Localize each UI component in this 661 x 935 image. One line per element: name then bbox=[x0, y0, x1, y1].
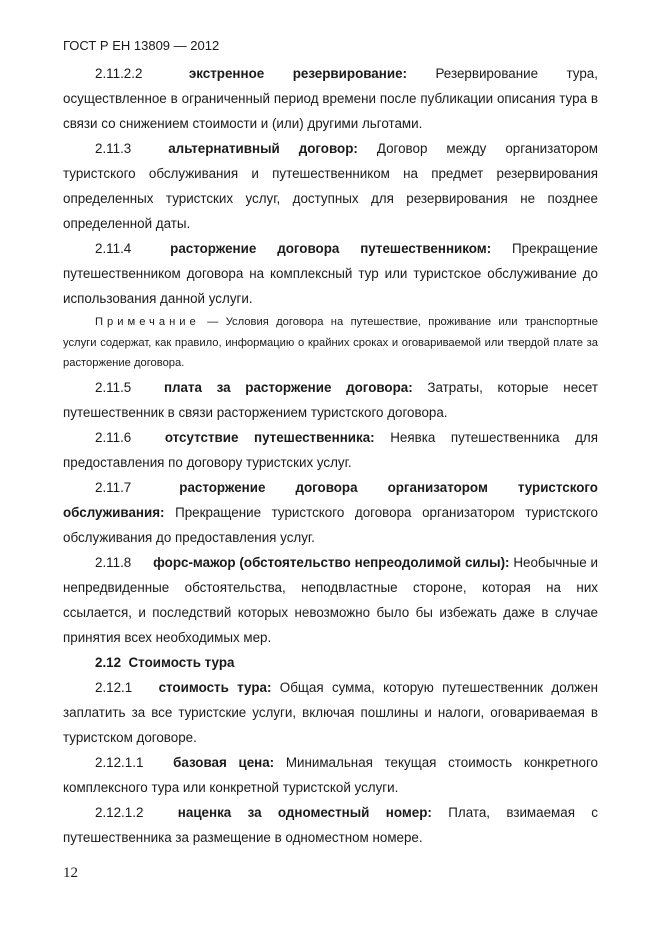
definition-text: Прекращение путешественником договора на комплексный тур или туристское обслуживание до использования данной услуги. bbox=[63, 241, 598, 306]
note-text: — Условия договора на путешествие, проживание или транспортные услуги содержат, как правило, информацию о крайних сроках и оговариваемой или твердой плате за расторжение договора. bbox=[63, 316, 598, 369]
clause-number: 2.11.3 bbox=[95, 141, 132, 156]
definition-paragraph bbox=[63, 550, 598, 650]
clause-number: 2.11.4 bbox=[95, 241, 132, 256]
definition-text: Затраты, которые несет путешественник в связи расторжением туристского договора. bbox=[63, 379, 598, 420]
clause-number: 2.11.5 bbox=[95, 379, 132, 395]
section-number: 2.12 bbox=[95, 654, 122, 670]
definition-text: Договор между организатором туристского обслуживания и путешественником на предмет резервирования определенных туристских услуг, доступных для резервирования не позднее определенной даты. bbox=[63, 141, 598, 231]
definition-paragraph bbox=[63, 61, 598, 136]
term: отсутствие путешественника: bbox=[164, 429, 375, 445]
page-header: ГОСТ Р ЕН 13809 — 2012 bbox=[63, 38, 220, 53]
definition-paragraph bbox=[63, 375, 598, 425]
definition-paragraph bbox=[63, 236, 598, 311]
term: экстренное резервирование: bbox=[188, 66, 407, 81]
definition-paragraph bbox=[63, 800, 598, 850]
section-title: Стоимость тура bbox=[128, 654, 235, 670]
definition-text: Резервирование тура, осуществленное в ограниченный период времени после публикации описания тура в связи со снижением стоимости и (или) другими льготами. bbox=[63, 66, 598, 131]
clause-number: 2.12.1.1 bbox=[95, 754, 144, 770]
definition-paragraph bbox=[63, 475, 598, 550]
definition-text: Общая сумма, которую путешественник должен заплатить за все туристские услуги, включая пошлины и налоги, оговариваемая в туристском договоре. bbox=[63, 679, 598, 745]
document-body bbox=[63, 61, 598, 850]
term: расторжение договора путешественником: bbox=[170, 241, 492, 256]
clause-number: 2.12.1 bbox=[95, 679, 133, 695]
definition-paragraph bbox=[63, 675, 598, 750]
definition-paragraph bbox=[63, 425, 598, 475]
term: стоимость тура: bbox=[158, 679, 272, 695]
term: альтернативный договор: bbox=[168, 141, 358, 156]
note-label: Примечание bbox=[95, 316, 200, 328]
definition-text: Плата, взимаемая с путешественника за размещение в одноместном номере. bbox=[63, 804, 599, 845]
definition-text: Необычные и непредвиденные обстоятельства, неподвластные стороне, которая на них ссылается, и последствий которых невозможно было бы избежать даже в случае принятия всех необходимых мер. bbox=[63, 554, 598, 645]
clause-number: 2.11.6 bbox=[95, 429, 132, 445]
clause-number: 2.11.2.2 bbox=[95, 66, 143, 81]
section-heading bbox=[63, 650, 598, 675]
clause-number: 2.11.8 bbox=[95, 554, 132, 570]
definition-text: Неявка путешественника для предоставления по договору туристских услуг. bbox=[63, 429, 598, 470]
definition-text: Минимальная текущая стоимость конкретного комплексного тура или конкретной туристской услуги. bbox=[63, 754, 599, 795]
definition-paragraph bbox=[63, 750, 598, 800]
definition-text: Прекращение туристского договора организатором туристского обслуживания до предоставления услуг. bbox=[63, 504, 598, 545]
note-paragraph bbox=[63, 311, 598, 375]
term: форс-мажор (обстоятельство непреодолимой силы): bbox=[153, 554, 510, 570]
page-number: 12 bbox=[63, 865, 78, 881]
term: расторжение договора организатором туристского обслуживания: bbox=[63, 479, 598, 520]
term: плата за расторжение договора: bbox=[163, 379, 413, 395]
clause-number: 2.12.1.2 bbox=[95, 804, 144, 820]
term: базовая цена: bbox=[173, 754, 275, 770]
definition-paragraph bbox=[63, 136, 598, 236]
clause-number: 2.11.7 bbox=[95, 479, 132, 495]
term: наценка за одноместный номер: bbox=[177, 804, 432, 820]
